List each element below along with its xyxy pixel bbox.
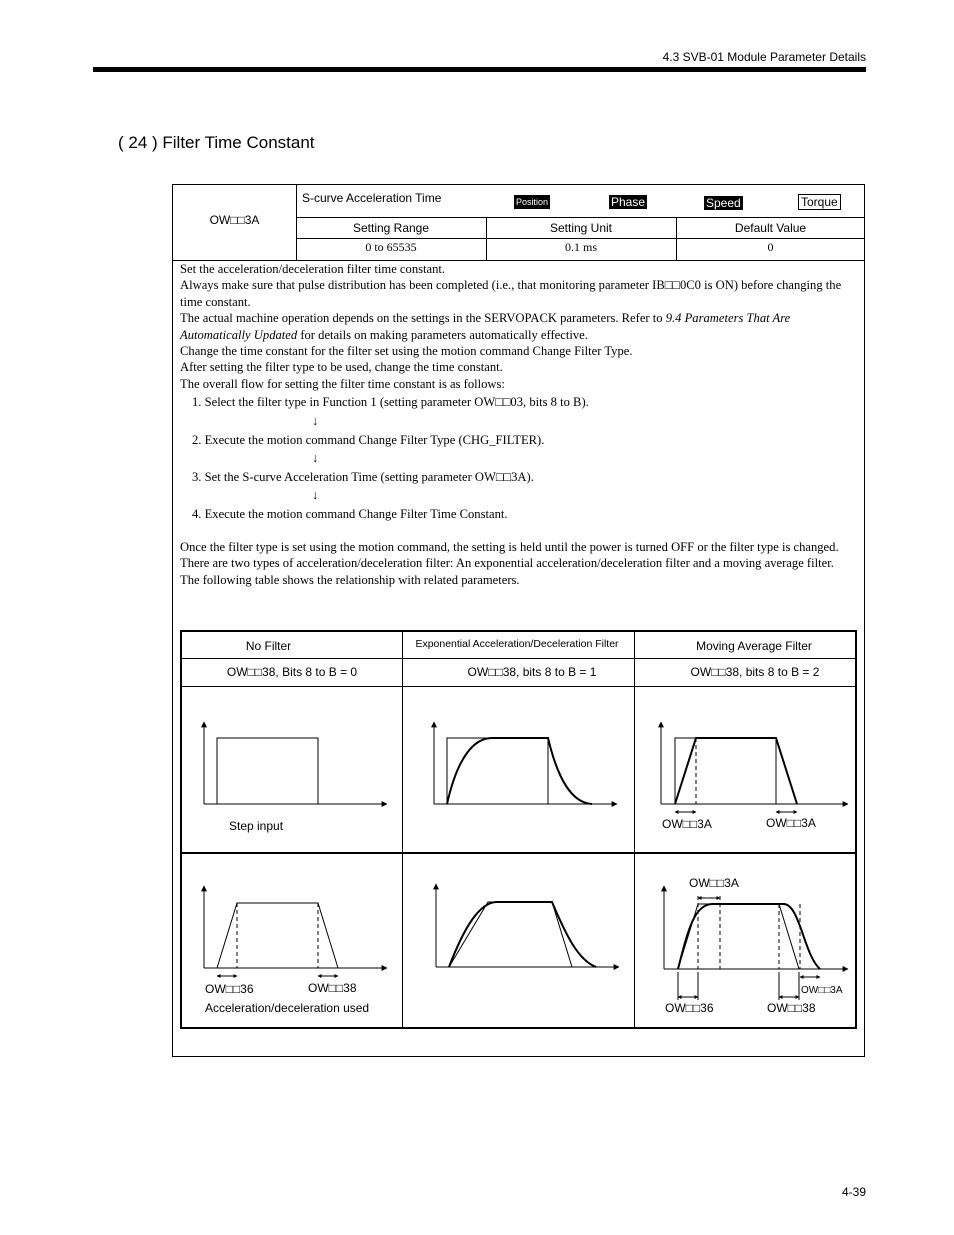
col-setting-exponential: OW□□38, bits 8 to B = 1 xyxy=(467,665,597,679)
page-number: 4-39 xyxy=(841,1185,866,1199)
flow-arrow: ↓ xyxy=(312,413,319,428)
cross-reference: 9.4 Parameters That Are Automatically Updated xyxy=(180,311,791,342)
setting-range-value: 0 to 65535 xyxy=(365,240,417,254)
mode-badge-speed: Speed xyxy=(706,196,741,210)
setting-unit-value: 0.1 ms xyxy=(564,240,597,254)
desc-paragraph: Once the filter type is set using the motion command, the setting is held until the power is turned OFF or the filter type is changed. xyxy=(180,539,839,554)
default-value-value: 0 xyxy=(767,240,774,254)
desc-paragraph: The overall flow for setting the filter time constant is as follows: xyxy=(180,376,505,391)
desc-paragraph: There are two types of acceleration/deceleration filter: An exponential acceleration/deceleration filter and a moving average filter. xyxy=(180,556,834,571)
label-ow3a: OW□□3A xyxy=(766,816,816,830)
desc-paragraph: Change the time constant for the filter set using the motion command Change Filter Type. xyxy=(180,344,633,359)
diagram-exponential-trapezoid xyxy=(436,884,619,967)
diagram-step-input xyxy=(204,722,387,804)
col-header-no-filter: No Filter xyxy=(245,639,292,653)
setting-unit-header: Setting Unit xyxy=(549,221,613,235)
col-setting-moving-average: OW□□38, bits 8 to B = 2 xyxy=(690,665,820,679)
col-setting-no-filter: OW□□38, Bits 8 to B = 0 xyxy=(226,665,358,679)
col-header-exponential: Exponential Acceleration/Deceleration Filter xyxy=(415,638,619,650)
col-header-moving-average: Moving Average Filter xyxy=(696,639,812,653)
flow-arrow: ↓ xyxy=(312,451,319,466)
mode-badge-phase: Phase xyxy=(611,195,646,209)
section-title: ( 24 ) Filter Time Constant xyxy=(118,133,315,152)
desc-paragraph: After setting the filter type to be used, change the time constant. xyxy=(180,360,503,375)
label-ow36: OW□□36 xyxy=(665,1001,714,1015)
mode-badge-position: Position xyxy=(516,197,549,207)
diagram-exponential-step xyxy=(434,722,617,804)
label-ow3a-small: OW□□3A xyxy=(801,985,843,996)
flow-step: 1. Select the filter type in Function 1 (setting parameter OW□□03, bits 8 to B). xyxy=(192,395,589,410)
parameter-name: S-curve Acceleration Time xyxy=(302,191,442,205)
flow-step: 3. Set the S-curve Acceleration Time (setting parameter OW□□3A). xyxy=(192,470,534,485)
label-step-input: Step input xyxy=(229,819,284,833)
setting-range-header: Setting Range xyxy=(352,221,430,235)
desc-paragraph: Always make sure that pulse distribution has been completed (i.e., that monitoring parameter IB□□0C0 is ON) before changing the time constant. xyxy=(180,278,842,309)
running-header: 4.3 SVB-01 Module Parameter Details xyxy=(662,50,866,64)
flow-arrow: ↓ xyxy=(312,488,319,503)
default-value-header: Default Value xyxy=(734,221,807,235)
label-ow3a: OW□□3A xyxy=(662,817,712,831)
flow-step: 4. Execute the motion command Change Filter Time Constant. xyxy=(192,507,508,522)
desc-text: for details on making parameters automatically effective. xyxy=(297,327,588,342)
diagram-moving-average-trapezoid xyxy=(664,886,848,1000)
label-ow3a: OW□□3A xyxy=(689,876,739,890)
label-ow38: OW□□38 xyxy=(767,1001,816,1015)
diagram-trapezoid xyxy=(204,886,387,976)
parameter-register: OW□□3A xyxy=(209,213,260,227)
label-accel-used: Acceleration/deceleration used xyxy=(205,1001,370,1015)
diagram-moving-average-step xyxy=(661,722,848,812)
desc-text: The actual machine operation depends on the settings in the SERVOPACK parameters. Refer to xyxy=(180,311,666,326)
label-ow38: OW□□38 xyxy=(308,981,357,995)
desc-paragraph: Set the acceleration/deceleration filter time constant. xyxy=(180,262,446,276)
desc-paragraph: The following table shows the relationship with related parameters. xyxy=(180,572,520,587)
flow-step: 2. Execute the motion command Change Filter Type (CHG_FILTER). xyxy=(192,432,545,447)
label-ow36: OW□□36 xyxy=(205,982,254,996)
mode-badge-torque: Torque xyxy=(798,194,841,210)
